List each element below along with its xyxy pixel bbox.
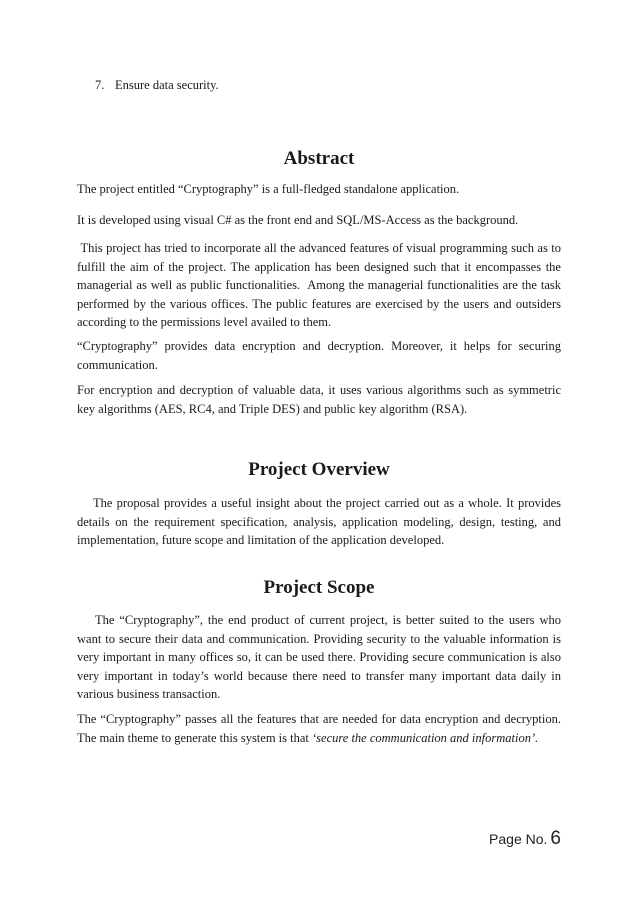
scope-heading: Project Scope bbox=[263, 577, 375, 598]
abstract-paragraph-3: This project has tried to incorporate all the advanced features of visual programming such as to fulfill the aim of the project. The application has been designed such that it encompasses the managerial as well as public functionalities. Among the managerial functionalities are the task performed by the various offices. The public features are exercised by the users and outsiders according to the permissions level availed to them. bbox=[77, 241, 565, 329]
overview-heading: Project Overview bbox=[248, 459, 390, 480]
list-item-text: Ensure data security. bbox=[115, 78, 219, 92]
overview-paragraph-1: The proposal provides a useful insight about the project carried out as a whole. It provides details on the requirement specification, analysis, application modeling, design, testing, and implementation, future scope and limitation of the application developed. bbox=[77, 496, 561, 547]
scope-paragraph-2-quote: ‘secure the communication and information’. bbox=[312, 730, 539, 745]
abstract-heading: Abstract bbox=[283, 148, 355, 169]
list-item-ensure-security bbox=[95, 77, 219, 93]
page-number: 6 bbox=[550, 828, 561, 849]
abstract-paragraph-4: “Cryptography” provides data encryption and decryption. Moreover, it helps for securing communication. bbox=[77, 339, 561, 372]
abstract-paragraph-5: For encryption and decryption of valuable data, it uses various algorithms such as symmetric key algorithms (AES, RC4, and Triple DES) and public key algorithm (RSA). bbox=[77, 383, 561, 416]
scope-paragraph-2 bbox=[77, 710, 561, 747]
scope-paragraph-2-lead: The “Cryptography” passes all the features that are needed for data encryption and decryption. The main theme to generate this system is that bbox=[77, 712, 561, 745]
document-page bbox=[77, 0, 565, 903]
abstract-paragraph-2: It is developed using visual C# as the front end and SQL/MS-Access as the background. bbox=[77, 213, 519, 227]
abstract-paragraph-1: The project entitled “Cryptography” is a full-fledged standalone application. bbox=[77, 182, 460, 196]
list-item-number: 7. bbox=[95, 78, 105, 92]
page-footer bbox=[489, 828, 561, 850]
page-number-label: Page No. bbox=[489, 831, 548, 847]
scope-paragraph-1: The “Cryptography”, the end product of current project, is better suited to the users who want to secure their data and communication. Providing security to the valuable information is very important in many offices so, it can be used there. Providing secure communication is also very important in today’s world because there need to transfer many important data daily in various business transaction. bbox=[77, 613, 561, 701]
